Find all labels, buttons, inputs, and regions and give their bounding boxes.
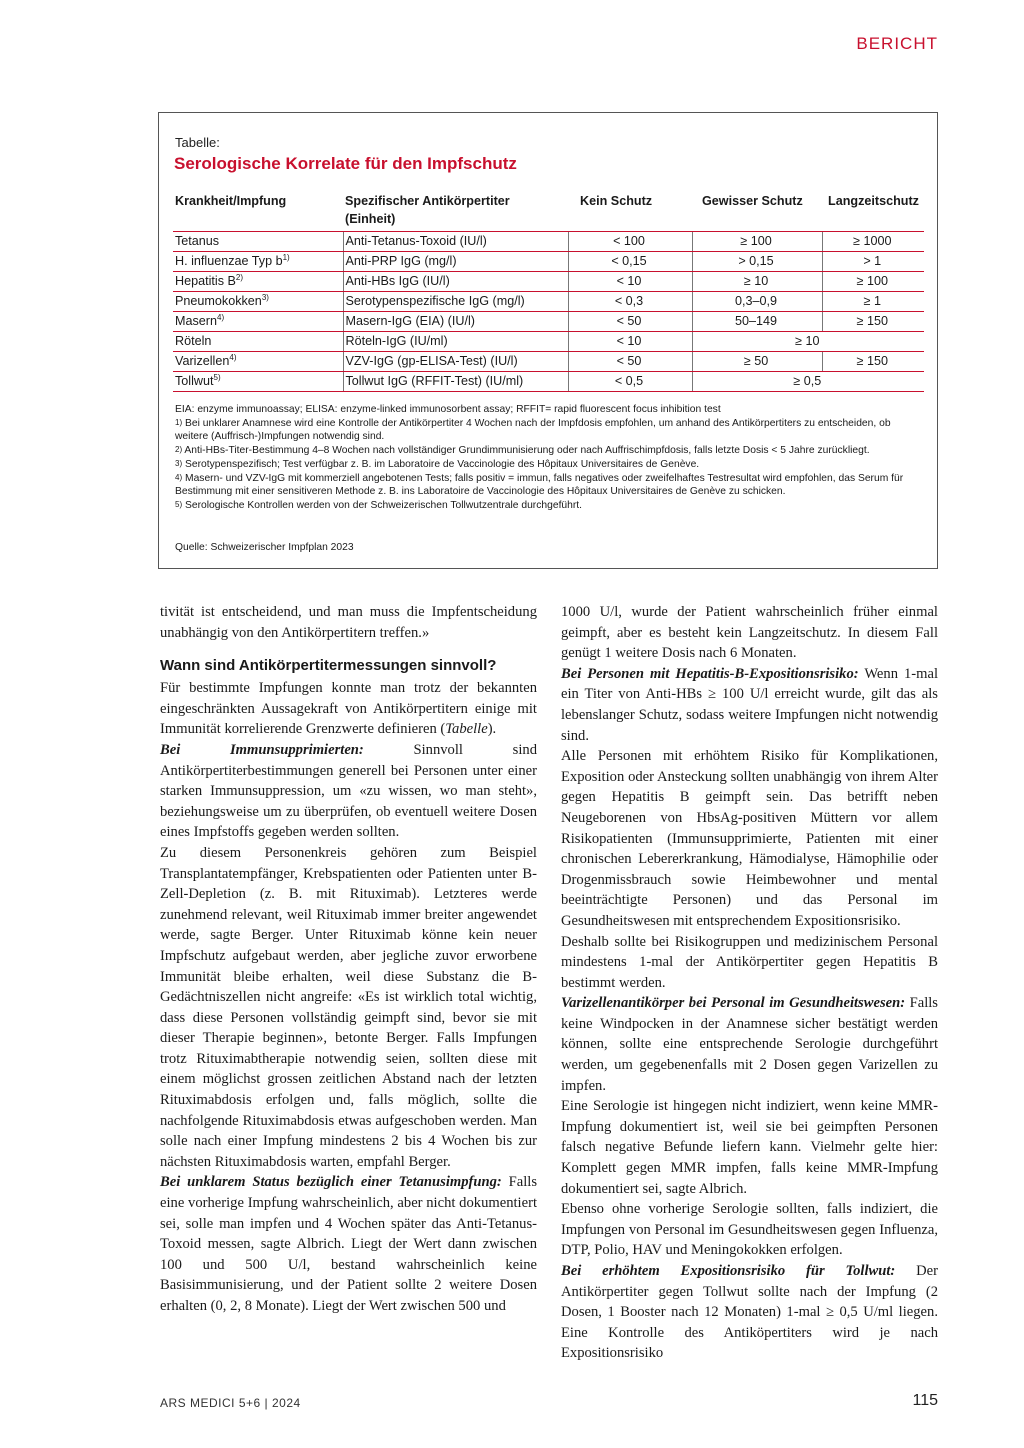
table-source: Quelle: Schweizerischer Impfplan 2023 xyxy=(175,542,354,553)
footnote: $^{1)}$ Bei unklarer Anamnese wird eine Kontrolle der Antikörpertiter 4 Wochen nach der Impfdosis empfohlen, um anhand des Antikörpertiters zu entscheiden, ob weitere (Auffrisch-)Impfungen notwendig sind. xyxy=(175,417,891,443)
page-number: 115 xyxy=(912,1392,938,1409)
cell-some-protection: 0,3–0,9 xyxy=(692,292,822,312)
cell-disease: H. influenzae Typ $b^{1)}$ xyxy=(173,252,343,272)
cell-protection-merged: ≥ 10 xyxy=(692,332,924,352)
table-reference: Tabelle xyxy=(445,721,488,738)
footnote-marker: 1) xyxy=(175,417,183,427)
paragraph: Varizellenantikörper bei Personal im Gesundheitswesen: Falls keine Windpocken in der Anamnese sicher bestätigt werden können, sollte eine entsprechende Serologie durchgeführt werden, um gegebenenfalls mit 2 Dosen gegen Varizellen zu impfen. xyxy=(561,995,938,1094)
footnote-marker: 2) xyxy=(235,273,244,282)
cell-titer: Anti-Tetanus-Toxoid (IU/l) xyxy=(343,232,568,252)
table-row xyxy=(173,312,924,332)
cell-titer: Röteln-IgG (IU/ml) xyxy=(343,332,568,352)
paragraph-lead: Bei Personen mit Hepatitis-B-Expositionsrisiko: xyxy=(561,665,859,682)
cell-some-protection: ≥ 50 xyxy=(692,352,822,372)
table-box xyxy=(158,112,938,569)
table-header-row xyxy=(173,190,924,232)
cell-long-protection: ≥ 150 xyxy=(822,312,924,332)
cell-disease: Röteln xyxy=(173,332,343,352)
cell-titer: Serotypenspezifische IgG (mg/l) xyxy=(343,292,568,312)
section-label: BERICHT xyxy=(856,34,938,53)
paragraph: Bei Personen mit Hepatitis-B-Expositionsrisiko: Wenn 1-mal ein Titer von Anti-HBs ≥ 100 U/l erreicht wurde, gilt das als lebenslanger Schutz, sodass weitere Impfungen nicht notwendig sind. xyxy=(561,665,938,744)
section-heading: Wann sind Antikörpertitermessungen sinnvoll? xyxy=(160,657,497,675)
cell-no-protection: < 0,15 xyxy=(568,252,692,272)
paragraph: Alle Personen mit erhöhtem Risiko für Komplikationen, Exposition oder Ansteckung sollten unabhängig von ihrem Alter gegen Hepatitis B geimpft sein. Das betrifft neben Neugeborenen von HbsAg-positiven Müttern vor allem Risikopatienten (Immunsupprimierte, Patienten mit einer chronischen Lebererkrankung, Hämodialyse, Hämophilie oder Drogenmissbrauch sowie Heimbewohner und mental beeinträchtigte Personen) und das Personal im Gesundheitswesen mit entsprechendem Expositionsrisiko. xyxy=(561,748,938,929)
header-long-protection: Langzeitschutz xyxy=(822,190,924,232)
cell-titer: Anti-HBs IgG (IU/l) xyxy=(343,272,568,292)
table-label: Tabelle: xyxy=(175,135,220,150)
footnote: $^{5)}$ Serologische Kontrollen werden von der Schweizerischen Tollwutzentrale durchgeführt. xyxy=(175,499,583,511)
table-row xyxy=(173,372,924,392)
cell-no-protection: < 50 xyxy=(568,352,692,372)
cell-disease: Tollwut$^{5)}$ xyxy=(173,372,343,392)
header-no-protection: Kein Schutz xyxy=(568,190,692,232)
cell-titer: Anti-PRP IgG (mg/l) xyxy=(343,252,568,272)
paragraph-lead: Bei unklarem Status bezüglich einer Tetanusimpfung: xyxy=(160,1174,502,1191)
cell-no-protection: < 100 xyxy=(568,232,692,252)
table-row xyxy=(173,232,924,252)
footnote-marker: 5) xyxy=(175,499,183,509)
footnote-marker: 4) xyxy=(217,313,225,322)
cell-titer: VZV-IgG (gp-ELISA-Test) (IU/l) xyxy=(343,352,568,372)
abbreviations: EIA: enzyme immunoassay; ELISA: enzyme-linked immunosorbent assay; RFFIT= rapid fluorescent focus inhibition test xyxy=(175,404,721,415)
cell-long-protection: ≥ 150 xyxy=(822,352,924,372)
journal-footer: ARS MEDICI 5+6 | 2024 xyxy=(160,1396,301,1410)
table-notes xyxy=(175,403,925,513)
paragraph: Deshalb sollte bei Risikogruppen und medizinischem Personal mindestens 1-mal der Antikörpertiter gegen Hepatitis B bestimmt werden. xyxy=(561,933,938,991)
table-row xyxy=(173,252,924,272)
header-titer: Spezifischer Antikörpertiter (Einheit) xyxy=(343,190,568,232)
cell-no-protection: < 10 xyxy=(568,272,692,292)
footnote-marker: 5) xyxy=(213,373,221,382)
paragraph: Eine Serologie ist hingegen nicht indiziert, wenn keine MMR-Impfung dokumentiert ist, weil sie bei geimpften Personen falsch negative Befunde liefern kann. Vielmehr gelte hier: Komplett gegen MMR impfen, falls keine MMR-Impfung dokumentiert sei, sagte Albrich. xyxy=(561,1098,938,1197)
footnote-marker: 4) xyxy=(229,353,237,362)
cell-some-protection: ≥ 100 xyxy=(692,232,822,252)
cell-long-protection: ≥ 1 xyxy=(822,292,924,312)
paragraph: Bei erhöhtem Expositionsrisiko für Tollwut: Der Antikörpertiter gegen Tollwut sollte nach der Impfung (2 Dosen, 1 Booster nach 12 Monaten) 1-mal ≥ 0,5 U/ml liegen. Eine Kontrolle des Antiköpertiters wird je nach Expositionsrisiko xyxy=(561,1263,938,1362)
cell-disease: Masern$^{4)}$ xyxy=(173,312,343,332)
paragraph-lead: Bei erhöhtem Expositionsrisiko für Tollwut: xyxy=(561,1263,896,1279)
cell-long-protection: ≥ 100 xyxy=(822,272,924,292)
paragraph: Zu diesem Personenkreis gehören zum Beispiel Transplantatempfänger, Krebspatienten oder Patienten unter B-Zell-Depletion (z. B. mit Rituximab). Letzteres werde zunehmend relevant, weil Rituximab immer breiter angewendet werde, sagte Berger. Unter Rituximab könne kein neuer Impfschutz aufgebaut werden, aber jegliche zuvor erworbene Immunität bleibe erhalten, weil diese Substanz die B-Gedächtniszellen nicht angreife: «Es ist wirklich total wichtig, dass diese Personen vollständig geimpft sind, bevor sie mit dieser Therapie beginnen», betonte Berger. Falls Impfungen trotz Rituximabtherapie notwendig seien, sollten diese mit einem möglichst grossen zeitlichen Abstand nach der letzten Rituximabdosis erfolgen und, falls möglich, sollte die nachfolgende Rituximabdosis etwas aufgeschoben werden. Man solle nach einer Impfung mindestens 2 bis 4 Wochen bis zur nächsten Rituximabdosis warten, empfahl Berger. xyxy=(160,844,537,1170)
serology-table xyxy=(173,190,924,392)
cell-disease: Pneumokokken$^{3)}$ xyxy=(173,292,343,312)
cell-no-protection: < 0,3 xyxy=(568,292,692,312)
footnote-marker: 3) xyxy=(261,293,269,302)
header-disease: Krankheit/Impfung xyxy=(173,190,343,232)
table-row xyxy=(173,272,924,292)
cell-no-protection: < 10 xyxy=(568,332,692,352)
paragraph-lead: Bei Immunsupprimierten: xyxy=(160,741,364,758)
footnote-marker: 1) xyxy=(282,253,290,262)
paragraph: Ebenso ohne vorherige Serologie sollten, falls indiziert, die Impfungen von Personal im Gesundheitswesen gegen Influenza, DTP, Polio, HAV und Meningokokken erfolgen. xyxy=(561,1201,938,1259)
footnote: $^{2)}$ Anti-HBs-Titer-Bestimmung 4–8 Wochen nach vollständiger Grundimmunisierung oder nach Auffrischimpfdosis, falls letzte Dosis < 5 Jahre zurückliegt. xyxy=(175,445,870,457)
paragraph: Bei unklarem Status bezüglich einer Tetanusimpfung: Falls eine vorherige Impfung wahrscheinlich, aber nicht dokumentiert sei, solle man impfen und 4 Wochen später das Anti-Tetanus-Toxoid messen, sagte Albrich. Liegt der Wert dann zwischen 100 und 500 U/l, bestand wahrscheinlich keine Basisimmunisierung, und der Patient sollte 2 weitere Dosen erhalten (0, 2, 8 Monate). Liegt der Wert zwischen 500 und xyxy=(160,1174,538,1314)
cell-some-protection: 50–149 xyxy=(692,312,822,332)
cell-long-protection: > 1 xyxy=(822,252,924,272)
table-row xyxy=(173,332,924,352)
footnote-marker: 3) xyxy=(175,458,183,468)
paragraph: Bei Immunsupprimierten: Sinnvoll sind Antikörpertiterbestimmungen generell bei Personen unter einer starken Immunsuppression, um «zu wissen, wo man steht», beziehungsweise um zu überprüfen, ob eventuell weitere Dosen eines Impfstoffs gegeben werden sollten. xyxy=(160,741,537,841)
cell-some-protection: ≥ 10 xyxy=(692,272,822,292)
cell-disease: Varizellen$^{4)}$ xyxy=(173,352,343,372)
cell-disease: Tetanus xyxy=(173,232,343,252)
table-row xyxy=(173,292,924,312)
paragraph: Für bestimmte Impfungen konnte man trotz der bekannten eingeschränkten Aussagekraft von Antikörpertitern einige mit Immunität korrelierende Grenzwerte definieren (Tabelle). xyxy=(160,680,537,738)
table-title: Serologische Korrelate für den Impfschutz xyxy=(174,154,517,173)
footnote-marker: 4) xyxy=(175,472,183,482)
table-row xyxy=(173,352,924,372)
cell-titer: Tollwut IgG (RFFIT-Test) (IU/ml) xyxy=(343,372,568,392)
right-column xyxy=(561,602,938,1364)
cell-long-protection: ≥ 1000 xyxy=(822,232,924,252)
footnote: $^{4)}$ Masern- und VZV-IgG mit kommerziell angebotenen Tests; falls positiv = immun, falls negatives oder zweifelhaftes Testresultat wird empfohlen, das Serum für Bestimmung mit einer sensitiveren Methode z. B. ins Laboratoire de Vaccinologie des Hôpitaux Universitaires de Genève zu schicken. xyxy=(175,472,904,498)
footnote: $^{3)}$ Serotypenspezifisch; Test verfügbar z. B. im Laboratoire de Vaccinologie des Hôpitaux Universitaires de Genève. xyxy=(175,458,700,470)
footnote-marker: 2) xyxy=(175,445,183,455)
cell-no-protection: < 0,5 xyxy=(568,372,692,392)
cell-disease: Hepatitis $B^{2)}$ xyxy=(173,272,343,292)
paragraph: tivität ist entscheidend, und man muss die Impfentscheidung unabhängig von den Antikörpertitern treffen.» xyxy=(160,604,537,641)
cell-titer: Masern-IgG (EIA) (IU/l) xyxy=(343,312,568,332)
cell-protection-merged: ≥ 0,5 xyxy=(692,372,924,392)
cell-some-protection: > 0,15 xyxy=(692,252,822,272)
cell-no-protection: < 50 xyxy=(568,312,692,332)
header-some-protection: Gewisser Schutz xyxy=(692,190,822,232)
left-column xyxy=(160,602,537,1317)
paragraph: 1000 U/l, wurde der Patient wahrscheinlich früher einmal geimpft, aber es besteht kein Langzeitschutz. In diesem Fall genügt 1 weitere Dosis nach 6 Monaten. xyxy=(561,604,938,662)
paragraph-lead: Varizellenantikörper bei Personal im Gesundheitswesen: xyxy=(561,995,906,1012)
